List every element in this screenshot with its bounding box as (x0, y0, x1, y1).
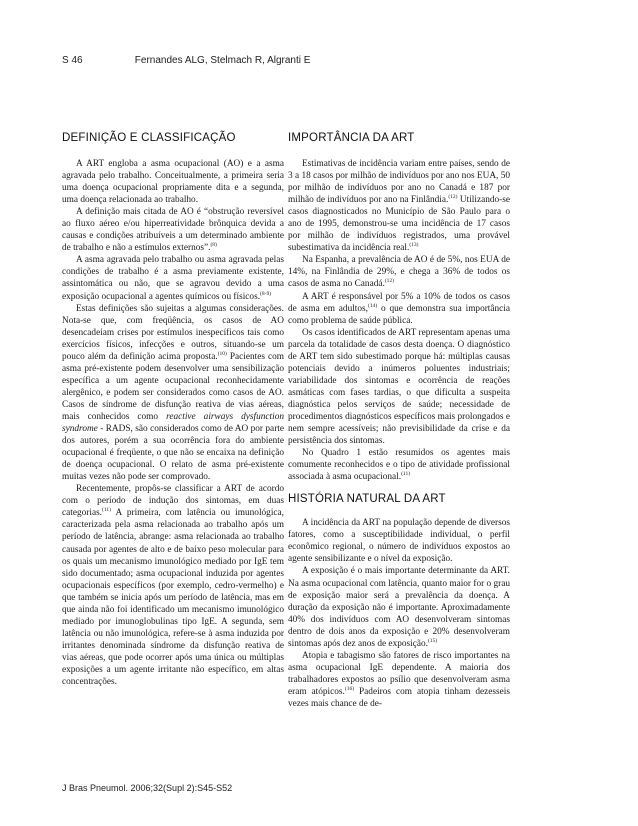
paragraph: A ART é responsável por 5% a 10% de todos os casos de asma em adultos,$^{(14)}$ o que demonstra sua importância como problema de saúde pública. (288, 291, 511, 326)
reference-marker: (8) (210, 242, 217, 249)
reference-marker: (12) (384, 278, 394, 285)
paragraph: Estas definições são sujeitas a algumas considerações. Nota-se que, com freqüência, os casos de AO desencadeiam crises por estímulos inespecíficos tais como exercícios físicos, infecções e outros, situando-se um pouco além da definição acima proposta.$^{(10)}$ Pacientes com asma pré-existente podem desenvolver uma sensibilização específica a um agente ocupacional reconhecidamente alergênico, e podem ser considerados como casos de AO. Casos de síndrome de disfunção reativa de vias aéreas, mais conhecidos como reactive airways dysfunction syndrome - RADS, são considerados como de AO por parte dos autores, porém a sua ocorrência fora do ambiente ocupacional é freqüente, o que não se encaixa na definição de doença ocupacional. O relato de asma pré-existente muitas vezes não pode ser comprovado. (62, 303, 284, 483)
reference-marker: (8-9) (260, 290, 272, 297)
emphasis-term: reactive airways dysfunction syndrome (62, 411, 284, 435)
reference-marker: (12) (448, 194, 458, 201)
reference-marker: (11) (102, 507, 111, 514)
page-number: S 46 (62, 55, 83, 66)
paragraph: A asma agravada pelo trabalho ou asma agravada pelas condições de trabalho é a asma previamente existente, assintomática ou não, que se agravou devido a uma exposição ocupacional a agentes químicos ou físicos.$^{(8-9)}$ (62, 255, 284, 302)
section-heading-importancia: IMPORTÂNCIA DA ART (288, 132, 415, 144)
paragraph: A definição mais citada de AO é “obstrução reversível ao fluxo aéreo e/ou hiperreatividade brônquica devida a causas e condições atribuíveis a um determinado ambiente de trabalho e não a estímulos externos”.$^{(8)}$ (62, 207, 284, 254)
paragraph: Os casos identificados de ART representam apenas uma parcela da totalidade de casos desta doença. O diagnóstico de ART tem sido subestimado porque há: múltiplas causas potenciais devido a inúmeros poluentes industriais; variabilidade dos sintomas e ocorrência de reações asmáticas com fases tardias, o que dificulta a suspeita diagnóstica pelos serviços de saúde; necessidade de procedimentos diagnósticos específicos mais prolongados e nem sempre acessíveis; não previsibilidade da crise e da persistência dos sintomas. (288, 327, 510, 447)
paragraph: Estimativas de incidência variam entre países, sendo de 3 a 18 casos por milhão de indivíduos por ano nos EUA, 50 por milhão de indivíduos por ano no Canadá e 187 por milhão de indivíduos por ano na Finlândia.$^{(12)}$ Utilizando-se casos diagnosticados no Município de São Paulo para o ano de 1995, demonstrou-se uma incidência de 17 casos por milhão de indivíduos registrados, uma provável subestimativa da incidência real.$^{(13)}$ (288, 159, 510, 254)
paragraph: Na Espanha, a prevalência de AO é de 5%, nos EUA de 14%, na Finlândia de 29%, e chega a 36% de todos os casos de asma no Canadá.$^{(12)}$ (288, 255, 510, 290)
reference-marker: (14) (367, 302, 378, 309)
running-header (62, 55, 310, 66)
reference-marker: (13) (409, 242, 419, 249)
journal-citation: J Bras Pneumol. 2006;32(Supl 2):S45-S52 (62, 783, 233, 793)
left-column (62, 132, 284, 688)
paragraph: A incidência da ART na população depende de diversos fatores, como a susceptibilidade individual, o perfil econômico regional, o número de indivíduos expostos ao agente sensibilizante e o nível da exposição. (288, 518, 510, 565)
reference-marker: (15) (427, 637, 438, 644)
section-heading-definicao: DEFINIÇÃO E CLASSIFICAÇÃO (62, 132, 236, 144)
header-authors: Fernandes ALG, Stelmach R, Algranti E (134, 55, 311, 66)
paragraph: A ART engloba a asma ocupacional (AO) e a asma agravada pelo trabalho. Conceitualmente, a primeira seria uma doença ocupacional propriamente dita e a segunda, uma doença relacionada ao trabalho. (62, 159, 284, 206)
paragraph: No Quadro 1 estão resumidos os agentes mais comumente reconhecidos e o tipo de atividade profissional associada à asma ocupacional.$^{(11)}$ (288, 448, 510, 483)
right-column (288, 132, 510, 710)
reference-marker: (11) (401, 471, 411, 478)
paragraph: A exposição é o mais importante determinante da ART. Na asma ocupacional com latência, quanto maior for o grau de exposição maior será a prevalência da doença. A duração da exposição não é importante. Aproximadamente 40% dos indivíduos com AO desenvolveram sintomas dentro de dois anos da exposição e 20% desenvolveram sintomas após dez anos de exposição.$^{(15)}$ (288, 566, 511, 649)
reference-marker: (16) (344, 685, 355, 692)
paragraph: Atopia e tabagismo são fatores de risco importantes na asma ocupacional IgE dependente. A maioria dos trabalhadores expostos ao psílio que desenvolveram asma eram atópicos.$^{(16)}$ Padeiros com atopia tinham dezesseis vezes mais chance de de- (288, 650, 510, 709)
paragraph: Recentemente, propôs-se classificar a ART de acordo com o período de indução dos sintomas, em duas categorias.$^{(11)}$ A primeira, com latência ou imunológica, caracterizada pela asma relacionada ao trabalho após um período de latência, abrange: asma relacionada ao trabalho causada por agentes de alto e de baixo peso molecular para os quais um mecanismo imunológico mediado por IgE tem sido documentado; asma ocupacional induzida por agentes ocupacionais específicos (por exemplo, cedro-vermelho) e que também se inicia após um período de latência, mas em que ainda não foi identificado um mecanismo imunológico mediado por imunoglobulinas tipo IgE. A segunda, sem latência ou não imunológica, refere-se à asma induzida por irritantes denominada síndrome da disfunção reativa de vias aéreas, que pode ocorrer após uma única ou múltiplas exposições a um agente irritante não específico, em altas concentrações. (62, 484, 284, 688)
reference-marker: (10) (217, 350, 227, 357)
section-heading-historia: HISTÓRIA NATURAL DA ART (288, 493, 446, 506)
